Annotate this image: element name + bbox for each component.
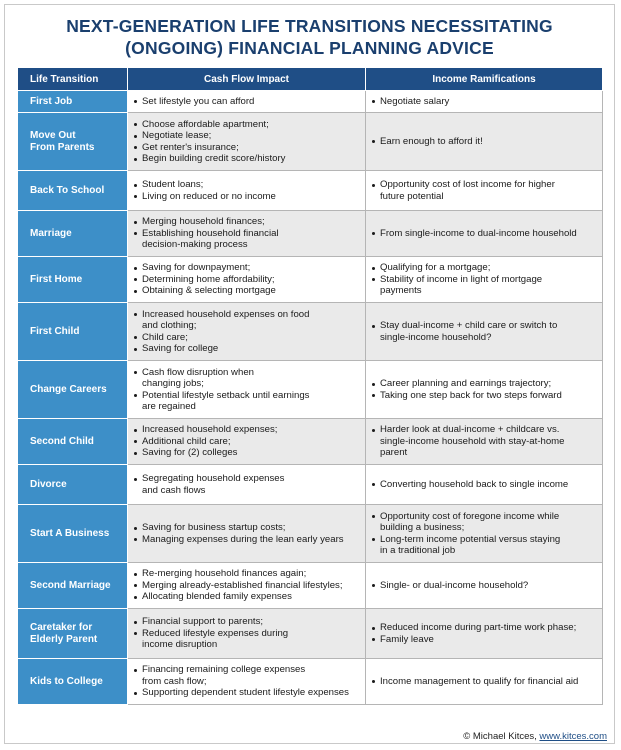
income-cell (366, 609, 603, 659)
life-transition-cell: Caretaker for Elderly Parent (18, 609, 128, 659)
bullet-item: Get renter's insurance; (134, 142, 361, 154)
table-row (18, 465, 603, 505)
cash-flow-cell (128, 505, 366, 563)
bullet-item: Family leave (372, 634, 598, 646)
bullet-item: Converting household back to single income (372, 479, 598, 491)
bullet-list (372, 424, 598, 459)
header-cash-flow-impact: Cash Flow Impact (128, 68, 366, 91)
bullet-item: Stability of income in light of mortgage payments (372, 274, 598, 297)
life-transition-cell: Divorce (18, 465, 128, 505)
cash-flow-cell (128, 113, 366, 171)
footer-credit (463, 731, 607, 742)
bullet-item: Potential lifestyle setback until earnings are regained (134, 390, 361, 413)
bullet-list (134, 367, 361, 413)
bullet-list (134, 179, 361, 202)
bullet-item: Reduced lifestyle expenses during income disruption (134, 628, 361, 651)
bullet-list (372, 228, 598, 240)
cash-flow-cell (128, 91, 366, 113)
bullet-item: Qualifying for a mortgage; (372, 262, 598, 274)
bullet-item: Saving for business startup costs; (134, 522, 361, 534)
bullet-list (372, 622, 598, 645)
cash-flow-cell (128, 171, 366, 211)
bullet-item: Establishing household financial decision-making process (134, 228, 361, 251)
life-transition-cell: Move Out From Parents (18, 113, 128, 171)
bullet-item: Allocating blended family expenses (134, 591, 361, 603)
bullet-list (134, 119, 361, 165)
income-cell (366, 211, 603, 257)
bullet-item: Obtaining & selecting mortgage (134, 285, 361, 297)
header-life-transition: Life Transition (18, 68, 128, 91)
bullet-item: From single-income to dual-income household (372, 228, 598, 240)
bullet-list (372, 96, 598, 108)
bullet-item: Earn enough to afford it! (372, 136, 598, 148)
income-cell (366, 113, 603, 171)
income-cell (366, 419, 603, 465)
bullet-list (134, 309, 361, 355)
bullet-list (134, 473, 361, 496)
table-row (18, 609, 603, 659)
income-cell (366, 257, 603, 303)
bullet-item: Child care; (134, 332, 361, 344)
income-cell (366, 563, 603, 609)
bullet-item: Financing remaining college expenses from cash flow; (134, 664, 361, 687)
table-row (18, 505, 603, 563)
bullet-item: Additional child care; (134, 436, 361, 448)
bullet-item: Increased household expenses on food and clothing; (134, 309, 361, 332)
bullet-item: Supporting dependent student lifestyle expenses (134, 687, 361, 699)
table-row (18, 563, 603, 609)
cash-flow-cell (128, 563, 366, 609)
bullet-list (372, 179, 598, 202)
bullet-list (372, 676, 598, 688)
bullet-item: Increased household expenses; (134, 424, 361, 436)
bullet-list (134, 616, 361, 651)
bullet-list (134, 522, 361, 545)
bullet-list (134, 262, 361, 297)
bullet-item: Stay dual-income + child care or switch to single-income household? (372, 320, 598, 343)
life-transition-cell: First Child (18, 303, 128, 361)
bullet-item: Opportunity cost of foregone income while building a business; (372, 511, 598, 534)
cash-flow-cell (128, 609, 366, 659)
kitces-link[interactable]: www.kitces.com (539, 731, 607, 742)
bullet-item: Managing expenses during the lean early years (134, 534, 361, 546)
page-title (5, 15, 614, 59)
header-income-ramifications: Income Ramifications (366, 68, 603, 91)
table-header-row (18, 68, 603, 91)
table-row (18, 113, 603, 171)
table-row (18, 659, 603, 705)
cash-flow-cell (128, 465, 366, 505)
bullet-item: Financial support to parents; (134, 616, 361, 628)
bullet-list (372, 511, 598, 557)
bullet-item: Saving for downpayment; (134, 262, 361, 274)
life-transition-cell: First Home (18, 257, 128, 303)
table-row (18, 419, 603, 465)
bullet-item: Begin building credit score/history (134, 153, 361, 165)
table-row (18, 257, 603, 303)
cash-flow-cell (128, 257, 366, 303)
life-transitions-table (17, 67, 603, 705)
bullet-item: Choose affordable apartment; (134, 119, 361, 131)
income-cell (366, 361, 603, 419)
copyright-text: © Michael Kitces, (463, 731, 540, 742)
bullet-list (372, 320, 598, 343)
cash-flow-cell (128, 419, 366, 465)
cash-flow-cell (128, 211, 366, 257)
bullet-item: Single- or dual-income household? (372, 580, 598, 592)
life-transition-cell: Second Child (18, 419, 128, 465)
bullet-item: Saving for college (134, 343, 361, 355)
bullet-list (134, 664, 361, 699)
life-transition-cell: Marriage (18, 211, 128, 257)
bullet-item: Re-merging household finances again; (134, 568, 361, 580)
income-cell (366, 303, 603, 361)
cash-flow-cell (128, 361, 366, 419)
life-transition-cell: Start A Business (18, 505, 128, 563)
bullet-item: Long-term income potential versus staying in a traditional job (372, 534, 598, 557)
table-row (18, 211, 603, 257)
table-row (18, 303, 603, 361)
bullet-item: Cash flow disruption when changing jobs; (134, 367, 361, 390)
income-cell (366, 659, 603, 705)
bullet-item: Merging already-established financial lifestyles; (134, 580, 361, 592)
income-cell (366, 505, 603, 563)
bullet-item: Career planning and earnings trajectory; (372, 378, 598, 390)
table-row (18, 91, 603, 113)
income-cell (366, 91, 603, 113)
bullet-item: Opportunity cost of lost income for higher future potential (372, 179, 598, 202)
bullet-item: Student loans; (134, 179, 361, 191)
bullet-list (372, 479, 598, 491)
bullet-list (134, 568, 361, 603)
bullet-list (372, 580, 598, 592)
title-line-2: (ONGOING) FINANCIAL PLANNING ADVICE (125, 38, 494, 58)
title-line-1: NEXT-GENERATION LIFE TRANSITIONS NECESSITATING (66, 16, 553, 36)
table-row (18, 361, 603, 419)
bullet-list (134, 216, 361, 251)
bullet-item: Set lifestyle you can afford (134, 96, 361, 108)
bullet-list (372, 136, 598, 148)
bullet-item: Taking one step back for two steps forward (372, 390, 598, 402)
life-transition-cell: First Job (18, 91, 128, 113)
bullet-list (372, 262, 598, 297)
cash-flow-cell (128, 659, 366, 705)
bullet-item: Living on reduced or no income (134, 191, 361, 203)
bullet-item: Reduced income during part-time work phase; (372, 622, 598, 634)
cash-flow-cell (128, 303, 366, 361)
table-row (18, 171, 603, 211)
bullet-item: Saving for (2) colleges (134, 447, 361, 459)
bullet-item: Segregating household expenses and cash flows (134, 473, 361, 496)
bullet-item: Determining home affordability; (134, 274, 361, 286)
life-transition-cell: Change Careers (18, 361, 128, 419)
bullet-item: Harder look at dual-income + childcare vs. single-income household with stay-at-home parent (372, 424, 598, 459)
table-body (18, 91, 603, 705)
bullet-list (134, 424, 361, 459)
bullet-list (372, 378, 598, 401)
bullet-item: Merging household finances; (134, 216, 361, 228)
bullet-list (134, 96, 361, 108)
income-cell (366, 171, 603, 211)
life-transition-cell: Second Marriage (18, 563, 128, 609)
income-cell (366, 465, 603, 505)
life-transition-cell: Back To School (18, 171, 128, 211)
bullet-item: Negotiate lease; (134, 130, 361, 142)
bullet-item: Income management to qualify for financial aid (372, 676, 598, 688)
bullet-item: Negotiate salary (372, 96, 598, 108)
life-transition-cell: Kids to College (18, 659, 128, 705)
